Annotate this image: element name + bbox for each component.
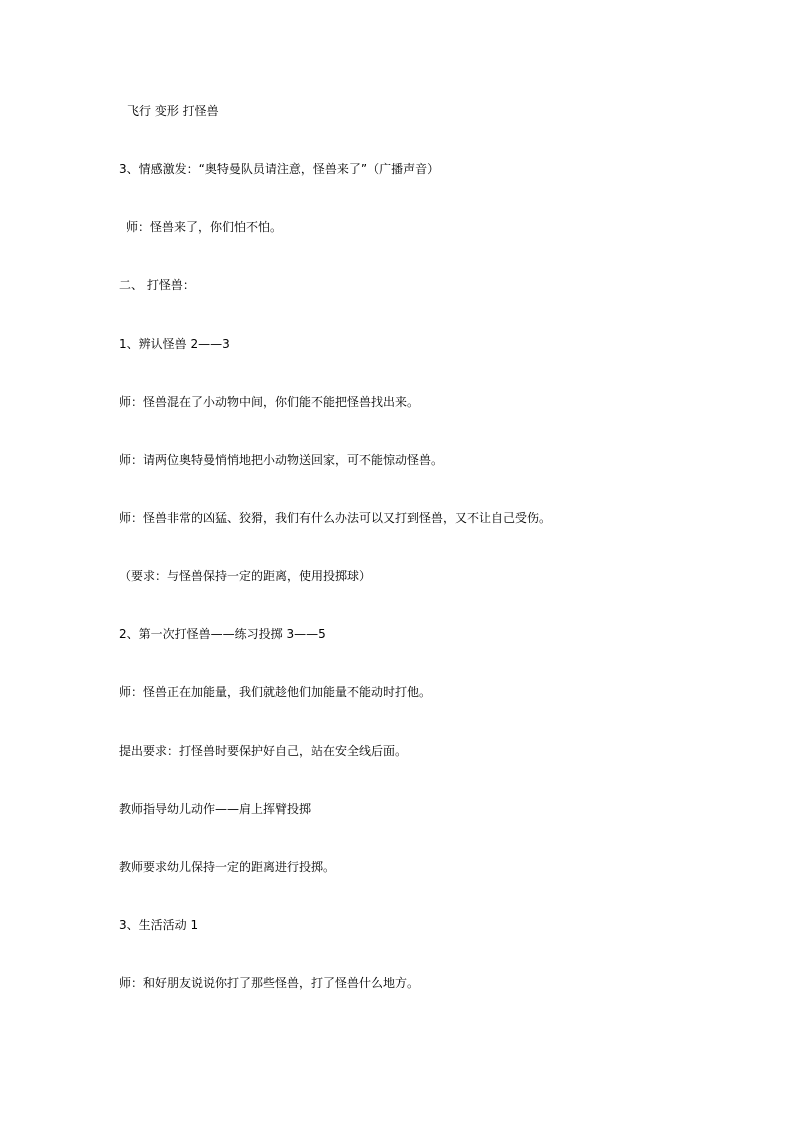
text-line-teacher-charging: 师：怪兽正在加能量，我们就趁他们加能量不能动时打他。 — [119, 685, 432, 699]
text-line-teacher-distance: 教师要求幼儿保持一定的距离进行投掷。 — [119, 860, 336, 874]
text-line-identify-monster: 1、辨认怪兽 2——3 — [119, 337, 230, 351]
text-line-teacher-question: 师：怪兽来了，你们怕不怕。 — [126, 220, 283, 234]
text-line-teacher-find-monster: 师：怪兽混在了小动物中间，你们能不能把怪兽找出来。 — [119, 395, 420, 409]
text-line-requirement: （要求：与怪兽保持一定的距离，使用投掷球） — [119, 569, 372, 583]
text-line-actions: 飞行 变形 打怪兽 — [127, 104, 219, 118]
text-line-emotion-stimulus: 3、情感激发：“奥特曼队员请注意，怪兽来了”（广播声音） — [119, 162, 440, 176]
text-line-teacher-send-home: 师：请两位奥特曼悄悄地把小动物送回家，可不能惊动怪兽。 — [119, 453, 444, 467]
text-line-safety-requirement: 提出要求：打怪兽时要保护好自己，站在安全线后面。 — [119, 744, 408, 758]
text-line-teacher-guidance: 教师指导幼儿动作——肩上挥臂投掷 — [119, 802, 312, 816]
text-line-teacher-method: 师：怪兽非常的凶猛、狡猾，我们有什么办法可以又打到怪兽，又不让自己受伤。 — [119, 511, 552, 525]
text-line-teacher-share: 师：和好朋友说说你打了那些怪兽，打了怪兽什么地方。 — [119, 976, 420, 990]
section-heading-fight-monster: 二、 打怪兽： — [119, 278, 195, 292]
text-line-life-activity: 3、生活活动 1 — [119, 918, 199, 932]
text-line-first-fight: 2、第一次打怪兽——练习投掷 3——5 — [119, 627, 326, 641]
